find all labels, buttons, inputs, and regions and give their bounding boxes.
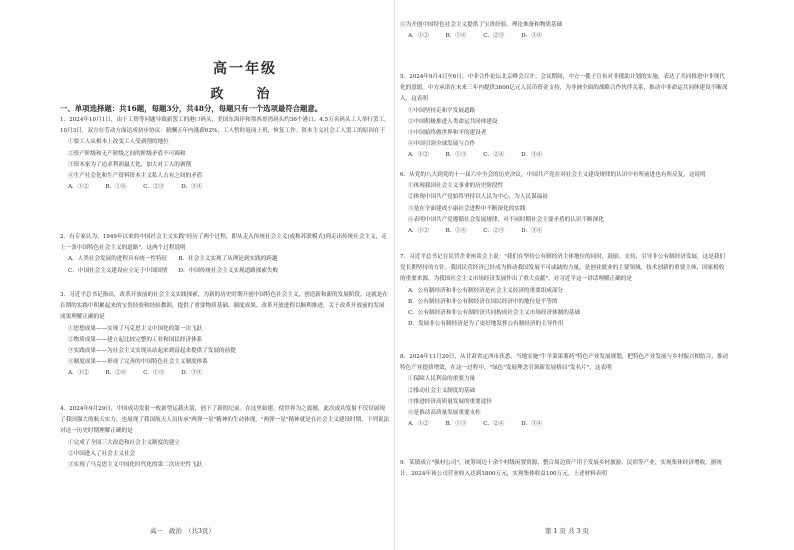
question-stem: 2．有专家认为，1949年以来的中国社会主义实践"经历了两个过程，即从走入传统社会主义(或称苏联模式)到走出传统社会主义，走上一条中国特色社会主义的道路"，这两个过程说明 [60,234,387,252]
option-item: ③是在全面建成小康社会进程中不断深化的实践 [408,205,526,212]
answer-choices: A．①② B．①④ C．②③ D．③④ [408,228,543,235]
question-block [60,232,390,277]
option-item: ①保障人民利益的重要力量 [408,376,476,383]
question-block [400,170,730,237]
question-block [400,20,730,42]
option-item: ①中国坚持走和平发展道路 [408,107,476,114]
option-item: ③实现了马克思主义中国化时代化的第二次历史性飞跃 [68,462,203,469]
option-item: ①思想成果——实现了马克思主义中国化的第一次飞跃 [68,325,203,332]
option-item: ①体现我国社会主义事业的历史阶段性 [408,183,504,190]
question-stem: 3．习近平总书记指出，改革开放前的社会主义实践探索，为新的历史时期开创中国特色社会主义，创造新和新的发展阶段，这就是在长期的实践中积累起来的宝贵经验和经验教训，提供了重要物质基础、制度成果。改革开放进程以顺利推进，关于改革开放前的发展成果理解正确的是 [60,292,388,321]
answer-choices: A．人类社会发展的进程具有统一性特征 B．社会主义实现了从理论到实践的跨越 [68,256,278,263]
section-heading: 一、单项选择题：共16题，每题3分，共48分，每题只有一个选项最符合题意。 [60,104,323,113]
option-item: ③中国始终做世界和平的建设者 [408,130,487,137]
grade-title: 高一年级 [213,61,277,77]
option-item: ②资产阶级和无产阶级之间的阶级矛盾不可调和 [68,150,186,157]
option-item: ②体现中国共产党始终坚持以人民为中心，为人民谋福祉 [408,194,548,201]
answer-choices: A．①② B．①④ C．②③ D．③④ [408,33,543,40]
footer-page-number: 第 1 页 共 3 页 [545,527,589,535]
option-item: ①完成了全国三大改造和社会主义制度的建立 [68,439,180,446]
subject-title: 政 治 [210,87,280,102]
option-item: ③实践成果——为社会主义实现从站起来到富起来提供了发展的前提 [68,348,236,355]
option-item: C．公有制经济和非公有制经济共同构成社会主义市场经济体制的基础 [408,310,581,317]
option-item: ④表明中国共产党遵循社会发展规律，对不同时期社会主要矛盾的认识不断深化 [408,216,604,223]
question-stem: 8．2024年11月20日，从甘肃省定西市获悉，当地实施"牛羊菜果薯药"特色产业发展规划，把特色产业发展与乡村振兴相结合，推动特色产业提质增效，在这一过程中，"绿色"发展理念引领新发展格局"发名片"，这表明 [400,354,729,372]
answer-choices: A．①② B．①③ C．②④ D．③④ [408,421,543,428]
option-item: B．公有制经济和非公有制经济在国民经济中的地位是平等的 [408,298,558,305]
answer-choices: A．①② B．①④ C．②③ D．③④ [68,184,203,191]
option-item: ④制度成果——形成了完善的中国特色社会主义制度体系 [68,359,208,366]
question-block [400,72,730,162]
question-block [60,404,390,471]
question-stem: 1．2024年10月1日，由于工资等问题导致新罢工的港口码头，美国东海岸和墨西哥湾码头约36个港口、4.5万名码头工人举行罢工。10月3日，双方在劳动方面达成初步协议：薪酬五年内涨薪62%，工人暂时返岗上班，恢复工作。资本主义社会工人罢工的原因在于 [60,117,390,135]
option-item: D．发展非公有制经济是为了更好地发挥公有制经济的主导作用 [408,321,564,328]
question-stem: 9．某镇成立"强村公司"，统筹周边十余个村级闲置资源，整合周边资产用于发展乡村旅游、民宿等产业，实现集体经济增收。据统计，2024年该公司营业收入达到1800万元，实现集体收益100万元。上述材料表明 [400,460,722,478]
option-item: A．公有制经济和非公有制经济是社会主义经济的重要组成部分 [408,287,564,294]
option-item: ④是推动高质量发展重要支柱 [408,410,481,417]
option-item: ③推进经济高质量发展的重要途径 [408,398,492,405]
question-stem: 4．2024年9月29日，中国成功发射一枚新型运载火箭，创下了新的纪录。在这里始建，使世界为之震撼，此次成功发射不仅仅展现了我国强大的航天实力，也展现了我国航天人员传承"两弹一星"精神的生动体现。"两弹一星"精神就是在社会主义建设时期，下列说法对这一历史时期理解正确的是 [60,406,390,435]
question-block [60,290,390,380]
option-item: ③资本家为了追求利润最大化，加大对工人的剥削 [68,161,192,168]
question-block [60,115,390,193]
option-item: ②中国进入了社会主义社会 [68,450,136,457]
option-item: ②物质成果——建立起比较完整的工业和国民经济体系 [68,336,203,343]
question-stem: 6．从党的八大到党的十一届六中全会的历史决议，中国共产党在对社会主义建设规律的认识中有所前进也有所反复，这说明 [400,172,706,178]
question-stem: ④为开创中国特色社会主义提供了宝贵经验、理论准备和物质基础 [400,22,563,28]
question-block [400,252,730,330]
option-item: ④中国引领全球发展与合作 [408,141,476,148]
answer-choices: C．中国社会主义建设应立足于中国国情 D．中国传统社会主义实现道路探索失败 [68,267,279,274]
answer-choices: A．①② B．②④ C．①③ D．③④ [68,370,203,377]
question-block [400,352,730,430]
page-fold-divider [394,0,395,550]
option-item: ④生产社会化和生产资料资本主义私人占有之间的矛盾 [68,173,203,180]
question-stem: 5．2024年9月4日至6日，中非合作论坛北京峰会召开。会议期间，中方一揽子宣布对非援助计划的实施，表达了共同推进中非现代化的意愿。中方承诺在未来三年内提供3600亿元人民币资金支持，为非洲全面的战略合作伙伴关系，推动中非命运共同体建设不断深入，这表明 [400,74,728,103]
option-item: ①要工人从根本上改变工人受剥削的地位 [68,139,169,146]
option-item: ②中国积极推进人类命运共同体建设 [408,118,498,125]
question-stem: 7．习近平总书记在民营企业座谈会上说："我们在坚持公有制经济主体地位的同时，鼓励、支持、引导非公有制经济发展，这是我们党长期坚持的方针。我国民营经济已经成为推动我国发展不可或缺的力量，是创业就业的主要领域、技术创新的重要主体、国家税收的重要来源，为我国社会主义市场经济发展作出了重大贡献"。对习近平这一讲话理解正确的是 [400,254,725,283]
answer-choices: A．①② B．①③ C．②④ D．③④ [408,152,543,159]
footer-left: 高一 政治 （共3页） [150,527,215,535]
question-block [400,458,730,480]
option-item: ②推动社会主义制度的基础 [408,387,476,394]
